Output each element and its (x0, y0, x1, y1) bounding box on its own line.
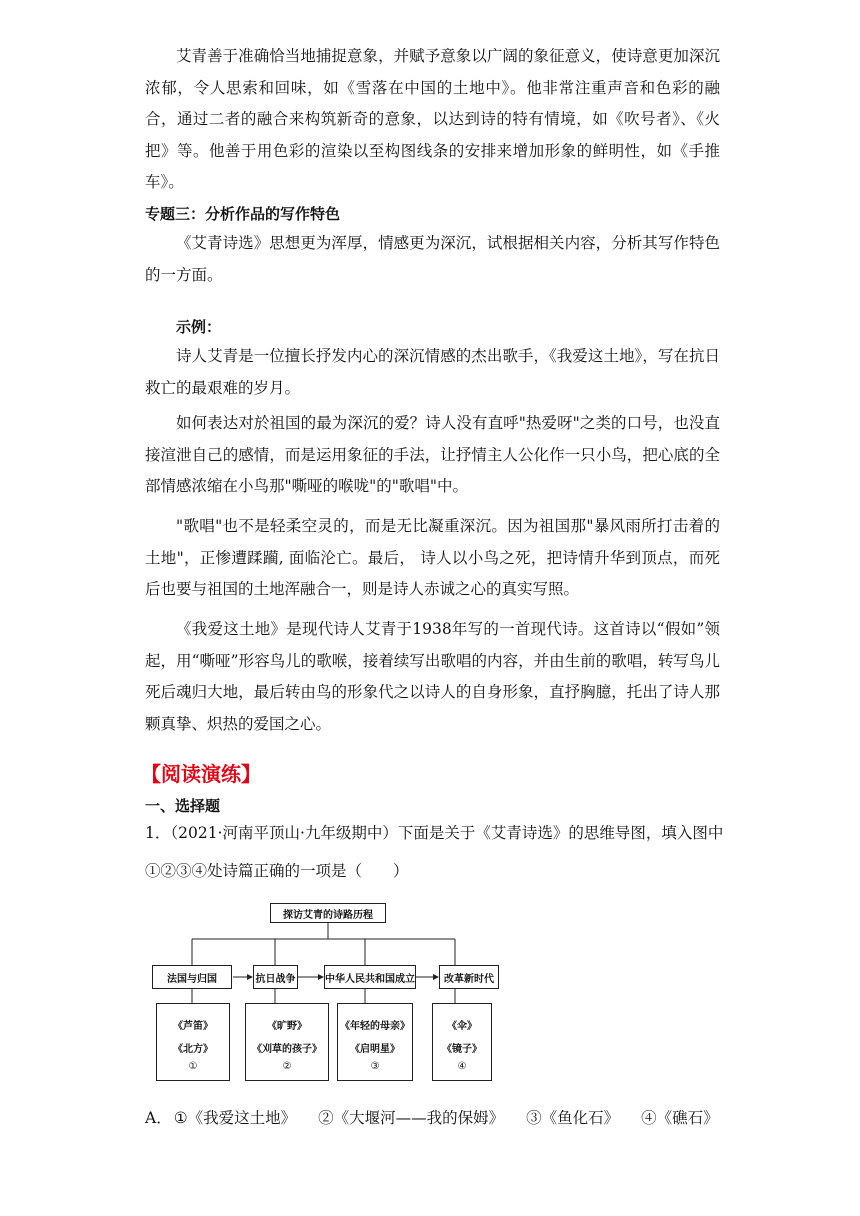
leaf-box-3 (337, 1003, 413, 1081)
option-a-item-4: ④《礁石》 (641, 1109, 719, 1127)
leaf-4-line-1: 《伞》 (447, 1021, 477, 1032)
example-paragraph-3: "歌唱"也不是轻柔空灵的，而是无比凝重深沉。因为祖国那"暴风雨所打击着的土地"，正惨遭蹂躏, 面临沦亡。最后， 诗人以小鸟之死，把诗情升华到顶点，而死后也要与祖国的土地浑融合一，则是诗人赤诚之心的真实写照。 (145, 517, 720, 598)
question-line-1: 1．（2021·河南平顶山·九年级期中）下面是关于《艾青诗选》的思维导图，填入图中 (145, 824, 724, 842)
topic3-heading: 专题三：分析作品的写作特色 (145, 205, 341, 223)
example-paragraph-2: 如何表达对於祖国的最为深沉的爱？诗人没有直呼"热爱呀"之类的口号，也没直接渲泄自己的感情，而是运用象征的手法，让抒情主人公化作一只小鸟，把心底的全部情感浓缩在小鸟那"嘶哑的喉咙"的"歌唱"中。 (145, 414, 720, 495)
leaf-2-line-1: 《旷野》 (267, 1021, 307, 1032)
leaf-4-marker: ④ (457, 1061, 467, 1072)
leaf-1-marker: ① (188, 1061, 198, 1072)
leaf-2-marker: ② (282, 1061, 292, 1072)
option-a-item-3: ③《鱼化石》 (526, 1109, 620, 1127)
leaf-box-1 (156, 1003, 230, 1081)
leaf-2-line-2: 《刈草的孩子》 (252, 1044, 322, 1055)
example-label: 示例： (176, 318, 222, 336)
option-a[interactable] (145, 1106, 741, 1128)
option-a-item-2: ②《大堰河——我的保姆》 (318, 1109, 505, 1127)
leaf-box-2 (245, 1003, 329, 1081)
intro-paragraph: 艾青善于准确恰当地捕捉意象，并赋予意象以广阔的象征意义，使诗意更加深沉浓郁，令人思索和回味，如《雪落在中国的土地中》。他非常注重声音和色彩的融合，通过二者的融合来构筑新奇的意象，以达到诗的特有情境，如《吹号者》、《火把》等。他善于用色彩的渲染以至构图线条的安排来增加形象的鲜明性，如《手推车》。 (145, 47, 720, 191)
stage-node-3: 中华人民共和国成立 (324, 965, 416, 989)
leaf-4-line-2: 《镜子》 (442, 1044, 482, 1055)
stage-node-2: 抗日战争 (253, 965, 298, 989)
leaf-3-line-1: 《年轻的母亲》 (340, 1021, 410, 1032)
section-title: 【阅读演练】 (141, 762, 261, 786)
stage-node-4: 改革新时代 (439, 965, 499, 989)
option-a-item-1: ①《我爱这土地》 (173, 1109, 297, 1127)
leaf-1-line-2: 《北方》 (173, 1044, 213, 1055)
leaf-box-4 (432, 1003, 492, 1081)
option-a-label: A． (145, 1109, 172, 1127)
leaf-3-line-2: 《启明星》 (350, 1044, 400, 1055)
example-paragraph-4: 《我爱这土地》是现代诗人艾青于1938年写的一首现代诗。这首诗以“假如”领起，用“嘶哑”形容鸟儿的歌喉，接着续写出歌唱的内容，并由生前的歌唱，转写鸟儿死后魂归大地，最后转由鸟的形象代之以诗人的自身形象，直抒胸臆，托出了诗人那颗真挚、炽热的爱国之心。 (145, 620, 720, 733)
topic3-prompt: 《艾青诗选》思想更为浑厚，情感更为深沉，试根据相关内容，分析其写作特色的一方面。 (145, 234, 720, 284)
section-subtitle: 一、选择题 (145, 797, 221, 815)
leaf-3-marker: ③ (370, 1061, 380, 1072)
stage-node-1: 法国与归国 (152, 965, 232, 989)
mind-map-diagram (150, 897, 500, 1087)
example-paragraph-1: 诗人艾青是一位擅长抒发内心的深沉情感的杰出歌手，《我爱这土地》，写在抗日救亡的最艰难的岁月。 (145, 347, 720, 397)
question-line-2: ①②③④处诗篇正确的一项是（ ） (145, 862, 409, 880)
diagram-root-node: 探访艾青的诗路历程 (270, 903, 386, 923)
leaf-1-line-1: 《芦笛》 (173, 1021, 213, 1032)
